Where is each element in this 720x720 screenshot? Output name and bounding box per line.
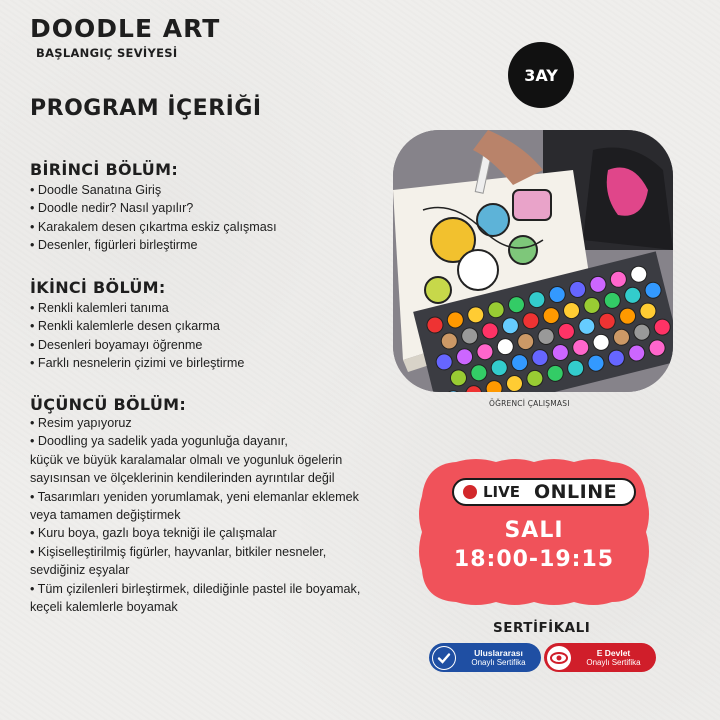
list-item: • Desenler, figürleri birleştirme <box>30 238 198 253</box>
live-online-pill <box>452 478 636 506</box>
list-item: • Farklı nesnelerin çizimi ve birleştirme <box>30 356 245 371</box>
live-dot-icon <box>463 485 477 499</box>
photo-caption: ÖĞRENCİ ÇALIŞMASI <box>489 399 570 408</box>
section-1-title: BİRİNCİ BÖLÜM: <box>30 160 179 179</box>
edevlet-certificate-line1: E Devlet <box>596 647 631 658</box>
list-item: veya tamamen değiştirmek <box>30 508 181 523</box>
section-3-title: ÜÇÜNCÜ BÖLÜM: <box>30 395 187 414</box>
online-label: ONLINE <box>534 481 618 503</box>
section-2-title: İKİNCİ BÖLÜM: <box>30 278 166 297</box>
artwork-illustration <box>393 130 673 392</box>
duration-label: 3AY <box>524 65 558 85</box>
list-item: • Renkli kalemleri tanıma <box>30 301 169 315</box>
list-item: • Tasarımları yeniden yorumlamak, yeni elemanlar eklemek <box>30 489 359 504</box>
class-time: 18:00-19:15 <box>453 547 615 572</box>
list-item: sevdiğiniz eşyalar <box>30 563 130 578</box>
list-item: • Renkli kalemlerle desen çıkarma <box>30 319 220 334</box>
list-item: • Tüm çizilenleri birleştirmek, dilediğinle pastel ile boyamak, <box>30 581 361 596</box>
section-3-list <box>30 414 360 616</box>
course-title: DOODLE ART <box>30 14 221 43</box>
course-level: BAŞLANGIÇ SEVİYESİ <box>36 46 178 60</box>
international-certificate-badge <box>429 643 541 672</box>
duration-badge <box>508 42 574 108</box>
list-item: küçük ve büyük karalamalar olmalı ve yogunluk ögelerin <box>30 452 343 467</box>
edevlet-logo-icon <box>547 646 571 670</box>
international-certificate-line2: Onaylı Sertifika <box>471 657 526 667</box>
list-item: • Karakalem desen çıkartma eskiz çalışması <box>30 219 277 234</box>
certificate-title: SERTİFİKALI <box>493 620 591 636</box>
list-item: • Doodling ya sadelik yada yogunluğa dayanır, <box>30 434 288 449</box>
class-day: SALI <box>504 518 564 543</box>
checkmark-icon <box>432 646 456 670</box>
list-item: sayısınsan ve ölçeklerinin kendilerinden ayrıntılar değil <box>30 471 335 486</box>
edevlet-certificate-badge <box>544 643 656 672</box>
list-item: • Kuru boya, gazlı boya tekniği ile çalışmalar <box>30 526 277 541</box>
list-item: • Kişiselleştirilmiş figürler, hayvanlar, bitkiler nesneler, <box>30 544 327 559</box>
live-label: LIVE <box>483 483 520 501</box>
student-artwork-photo <box>393 130 673 392</box>
list-item: • Resim yapıyoruz <box>30 416 132 430</box>
edevlet-certificate-line2: Onaylı Sertifika <box>586 657 641 667</box>
international-certificate-text <box>456 648 541 668</box>
section-2-list <box>30 299 244 373</box>
list-item: • Desenleri boyamayı öğrenme <box>30 337 203 352</box>
program-heading: PROGRAM İÇERİĞİ <box>30 96 262 121</box>
list-item: • Doodle nedir? Nasıl yapılır? <box>30 201 194 216</box>
international-certificate-line1: Uluslararası <box>474 647 523 658</box>
section-1-list <box>30 181 277 255</box>
list-item: • Doodle Sanatına Giriş <box>30 183 162 197</box>
edevlet-certificate-text <box>571 648 656 668</box>
list-item: keçeli kalemlerle boyamak <box>30 600 178 615</box>
